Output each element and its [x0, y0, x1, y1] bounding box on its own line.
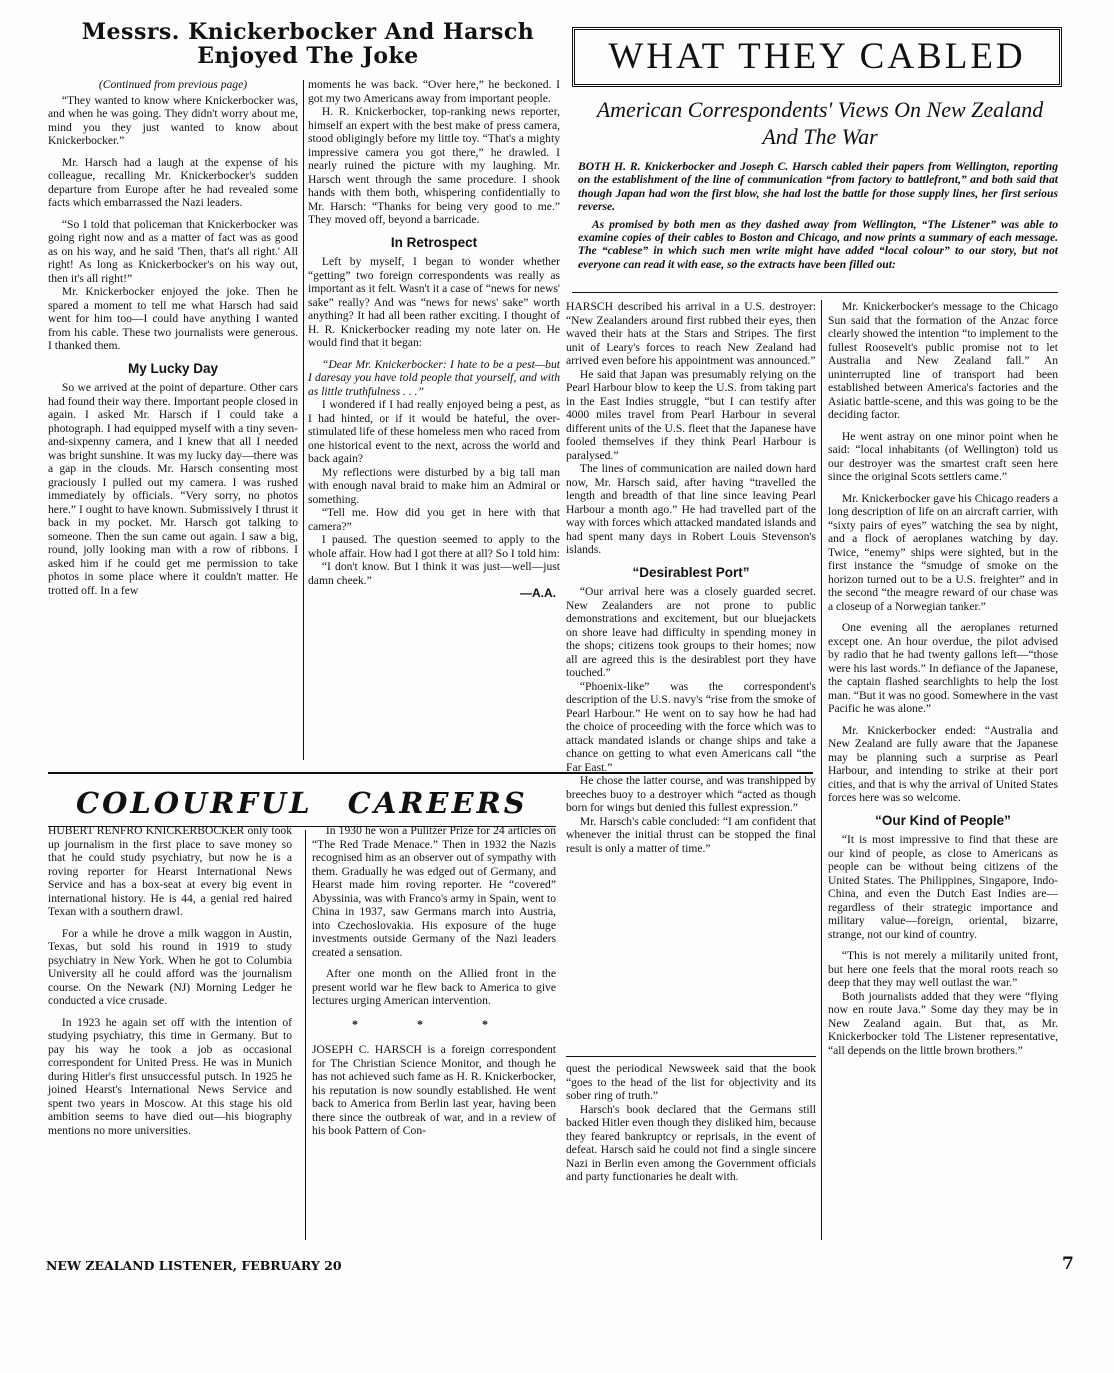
paragraph: He said that Japan was presumably relying on the Pearl Harbour blow to keep the U.S. from taking part in the East Indies struggle, “but I can testify after 4000 miles travel from Pearl Harbour in several different units of the U.S. fleet that the Japanese have fooled themselves if they think Pearl Harbour is paralysed.”: [566, 367, 816, 462]
paragraph: As promised by both men as they dashed away from Wellington, “The Listener” was able to examine copies of their cables to Boston and Chicago, and now prints a summary of each message. The “cablese” in which such men write might have added “local colour” to our story, but not everyone can read it with ease, so the extracts have been filled out:: [578, 217, 1058, 271]
paragraph: BOTH H. R. Knickerbocker and Joseph C. Harsch cabled their papers from Wellington, reporting on the establishment of the line of communication “from factory to battlefront,” and both said that though Japan had won the first blow, she had lost the battle for those supply lines, her first serious reverse.: [578, 160, 1058, 214]
paragraph: H. R. Knickerbocker, top-ranking news reporter, himself an expert with the best make of press camera, stood obligingly before my little toy. “That's a mighty impressive camera you got there,” he drawled. I nearly ruined the picture with my laughing. Mr. Harsch went through the same procedure. I shook hands with them both, whispering confidentially to Mr. Harsch: “Thanks for being very good to me.” They moved off, beyond a barricade.: [308, 105, 560, 226]
cabled-title: WHAT THEY CABLED: [608, 36, 1026, 77]
paragraph: The lines of communication are nailed down hard now, Mr. Harsch said, after having “travelled the length and breadth of that line since leaving Pearl Harbour a month ago.” He had travelled part of the way with forces which attacked mandated islands and had spent many days in Robert Louis Stevenson's islands.: [566, 462, 816, 556]
paragraph: “They wanted to know where Knickerbocker was, and when he was going. They didn't worry about me, mind you they just wanted to know about Knickerbocker.”: [48, 93, 298, 147]
paragraph: HARSCH described his arrival in a U.S. destroyer: “New Zealanders around first rubbed their eyes, then waved their hats at the Stars and Stripes. The first unit of Leary's forces to reach New Zealand had arrived even before his appointment was announced.”: [566, 300, 816, 367]
paragraph: HUBERT RENFRO KNICKERBOCKER only took up journalism in the first place to save money so that he could study psychiatry, but now he is a roving reporter for Hearst International News Service and has a box-seat at every big event in international history. He is 44, a genial red haired Texan with a southern drawl.: [48, 824, 292, 918]
cabled-intro: [578, 160, 1058, 271]
section-stars: * * *: [352, 1016, 516, 1031]
cabled-col2: [828, 300, 1058, 1057]
paragraph: Mr. Knickerbocker ended: “Australia and New Zealand are fully aware that the Japanese may be planning such a surprise as Pearl Harbour, and intending to strike at their port cities, and that is why the arrival of United States forces here was so welcome.: [828, 723, 1058, 804]
paragraph: Mr. Harsch had a laugh at the expense of his colleague, recalling Mr. Knickerbocker's sudden departure from Europe after he had revealed some facts which embarrassed the Nazi leaders.: [48, 155, 298, 209]
paragraph: He chose the latter course, and was transhipped by breeches buoy to a destroyer which “acted as though born for wings but denied this fullest expression.”: [566, 774, 816, 814]
paragraph: I wondered if I had really enjoyed being a pest, as I had hinted, or if it would be hateful, the over-stimulated life of these homeless men who raced from one historical event to the next, across the world and back again?: [308, 398, 560, 465]
paragraph: “Phoenix-like” was the correspondent's description of the U.S. navy's “rise from the smoke of Pearl Harbour.” He went on to say how he had had the choice of proceeding with the force which was to attack mandated islands or change ships and take a chance on getting to what even Americans call “the Far East.”: [566, 679, 816, 774]
paragraph: quest the periodical Newsweek said that the book “goes to the head of the list for objectivity and its sober ring of truth.”: [566, 1062, 816, 1102]
paragraph: One evening all the aeroplanes returned except one. An hour overdue, the pilot advised by radio that he had twenty gallons left—“those were his last words.” In defiance of the Japanese, the captain flashed searchlights to help the lost man. “But it was no good. Somewhere in the vast Pacific he was alone.”: [828, 621, 1058, 715]
cabled-col1: [566, 300, 816, 855]
paragraph: For a while he drove a milk waggon in Austin, Texas, but sold his round in 1919 to study psychiatry in New York. When he got to Columbia University all he could afford was the journalism course. On the Newark (NJ) Morning Ledger he conducted a vice crusade.: [48, 926, 292, 1007]
left-article-col1: [48, 78, 298, 597]
paragraph: “I don't know. But I think it was just—well—just damn cheek.”: [308, 560, 560, 587]
paragraph: In 1930 he won a Pulitzer Prize for 24 articles on “The Red Trade Menace.” Then in 1932 the Nazis recognised him as an observer out of sympathy with them. Gradually he was edged out of Germany, and Hearst made him roving reporter. He “covered” Abyssinia, was with Franco's army in Spain, went to China in 1937, saw Germans march into Austria, into Czechoslovakia. His exposure of the huge investments outside Germany of the Nazi leaders created a sensation.: [312, 824, 556, 959]
column-rule: [303, 80, 304, 760]
paragraph: My reflections were disturbed by a big tall man with enough naval braid to make him an Admiral or something.: [308, 465, 560, 506]
paragraph: Both journalists added that they were “flying now en route Java.” Some day they may be in New Zealand again. But that, as Mr. Knickerbocker told The Listener representative, “all depends on the little brown brothers.”: [828, 989, 1058, 1057]
paragraph: He went astray on one minor point when he said: “local inhabitants (of Wellington) told us our destroyer was the smartest craft seen here since the original Scots settlers came.”: [828, 429, 1058, 483]
paragraph: I paused. The question seemed to apply to the whole affair. How had I got there at all? So I told him:: [308, 533, 560, 560]
left-article-col2: [308, 78, 560, 601]
paragraph: Mr. Knickerbocker's message to the Chicago Sun said that the formation of the Anzac force clearly showed the intention “to implement to the fullest Roosevelt's public promise not to let Australia and New Zealand fall.” An uninterrupted line of transport had been established between America's factories and the Asiatic battle-scene, and this was going to be the deciding factor.: [828, 300, 1058, 421]
paragraph: Harsch's book declared that the Germans still backed Hitler even though they disliked him, because they feared bankruptcy or reprisals, in the event of defeat. Harsch said he could not find a single sincere Nazi in Berlin even among the Government officials and party functionaries he dealt with.: [566, 1102, 816, 1183]
section-rule: [572, 292, 1058, 293]
paragraph: “Dear Mr. Knickerbocker: I hate to be a pest—but I daresay you have told people that yourself, and with as little truthfulness . . .”: [308, 357, 560, 398]
subhead-our-kind-of-people: “Our Kind of People”: [875, 812, 1011, 828]
column-rule: [305, 830, 306, 1240]
paragraph: “Tell me. How did you get in here with that camera?”: [308, 506, 560, 533]
careers-banner: COLOURFUL CAREERS: [76, 786, 528, 820]
cabled-title-box: [572, 27, 1062, 87]
paragraph: After one month on the Allied front in the present world war he flew back to America to give lectures urging American intervention.: [312, 967, 556, 1007]
signature: —A.A.: [520, 586, 556, 600]
subhead-desirablest-port: “Desirablest Port”: [632, 564, 750, 580]
paragraph: Mr. Knickerbocker enjoyed the joke. Then he spared a moment to tell me what Harsch had said went for him too—I could have anything I wanted from his cable. These two journalists were generous. I thanked them.: [48, 285, 298, 352]
careers-col3: [566, 1062, 816, 1184]
paragraph: So we arrived at the point of departure. Other cars had found their way there. Important people closed in again. I asked Mr. Harsch if I could take a photograph. I had equipped myself with a tiny seven-and-sixpenny camera, and I knew that all I needed was bright sunshine. It was my lucky day—there was a gap in the clouds. Mr. Harsch consenting most graciously I pulled out my camera. I was rushed immediately by officials. “Very sorry, no photos here.” I ought to have known. Submissively I thrust it back in my pocket. Mr. Harsch got talking to someone. Then the sun came out again. I saw a big, round, jolly looking man with a row of ribbons. I asked him if he could get me permission to take photos in some place where it couldn't matter. He trotted off. In a few: [48, 381, 298, 597]
footer-publication: NEW ZEALAND LISTENER, FEBRUARY 20: [46, 1258, 342, 1273]
subhead-in-retrospect: In Retrospect: [390, 234, 478, 250]
paragraph: JOSEPH C. HARSCH is a foreign correspondent for The Christian Science Monitor, and though he has not achieved such fame as H. R. Knickerbocker, his reputation is now soundly established. He went back to America from Berlin last year, having been there since the outbreak of war, and in a review of his book Pattern of Con-: [312, 1043, 556, 1137]
section-rule: [566, 1056, 816, 1057]
paragraph: “So I told that policeman that Knickerbocker was going right now and as a matter of fact was as good as on his way, and he said 'Then, that's all right.' All right! As long as Knickerbocker's on his way out, then it's all right!”: [48, 217, 298, 285]
cabled-subtitle: American Correspondents' Views On New Zealand And The War: [596, 97, 1044, 149]
page-number: 7: [1062, 1254, 1074, 1274]
subhead-lucky-day: My Lucky Day: [127, 360, 219, 376]
paragraph: “Our arrival here was a closely guarded secret. New Zealanders are not prone to public demonstrations and excitement, but our bluejackets on shore leave had difficulty in spending money in the shops; citizens took groups to their homes; now all are agreed this is the desirablest port they have touched.”: [566, 585, 816, 679]
paragraph: In 1923 he again set off with the intention of studying psychiatry, this time in Germany. But to pay his way he took a job as occasional correspondent for United Press. He was in Munich during Hitler's first unsuccessful putsch. In 1925 he joined Hearst's International News Service and spent two years in Moscow. At this stage his old ambition seems to have died out—his biography mentions no more universities.: [48, 1015, 292, 1137]
paragraph: “It is most impressive to find that these are our kind of people, as close to Americans as people can be without being citizens of the United States. The Philippines, Singapore, Indo-China, and even the Dutch East Indies are—regardless of their strategic importance and military value—foreign, oriental, bizarre, strange, not our kind of country.: [828, 833, 1058, 941]
careers-col1: [48, 824, 292, 1137]
careers-col2: [312, 824, 556, 1138]
continued-note: (Continued from previous page): [98, 78, 248, 91]
paragraph: Mr. Knickerbocker gave his Chicago readers a long description of life on an aircraft carrier, with “sixty pairs of eyes” watching the sea by night, and a flock of aeroplanes watching by day. Twice, “enemy” ships were sighted, but in the first instance the “smudge of smoke on the horizon turned out to be a U.S. freighter” and in the second “the meagre reward of our chase was a closeup of a Norwegian tanker.”: [828, 491, 1058, 613]
column-rule: [821, 300, 822, 1240]
paragraph: moments he was back. “Over here,” he beckoned. I got my two Americans away from important people.: [308, 78, 560, 105]
paragraph: Mr. Harsch's cable concluded: “I am confident that whenever the initial thrust can be stopped the final result is only a matter of time.”: [566, 814, 816, 855]
paragraph: Left by myself, I began to wonder whether “getting” two foreign correspondents was really as important as it felt. Wasn't it a case of “news for news' sake” really? And was “news for news' sake” worth anything? It had all been rather exciting. I thought of H. R. Knickerbocker reading my note later on. He would find that it began:: [308, 255, 560, 349]
left-headline: Messrs. Knickerbocker And Harsch Enjoyed The Joke: [81, 19, 535, 69]
paragraph: “This is not merely a militarily united front, but here one feels that the moral roots reach so deep that they may well outlast the war.”: [828, 949, 1058, 989]
